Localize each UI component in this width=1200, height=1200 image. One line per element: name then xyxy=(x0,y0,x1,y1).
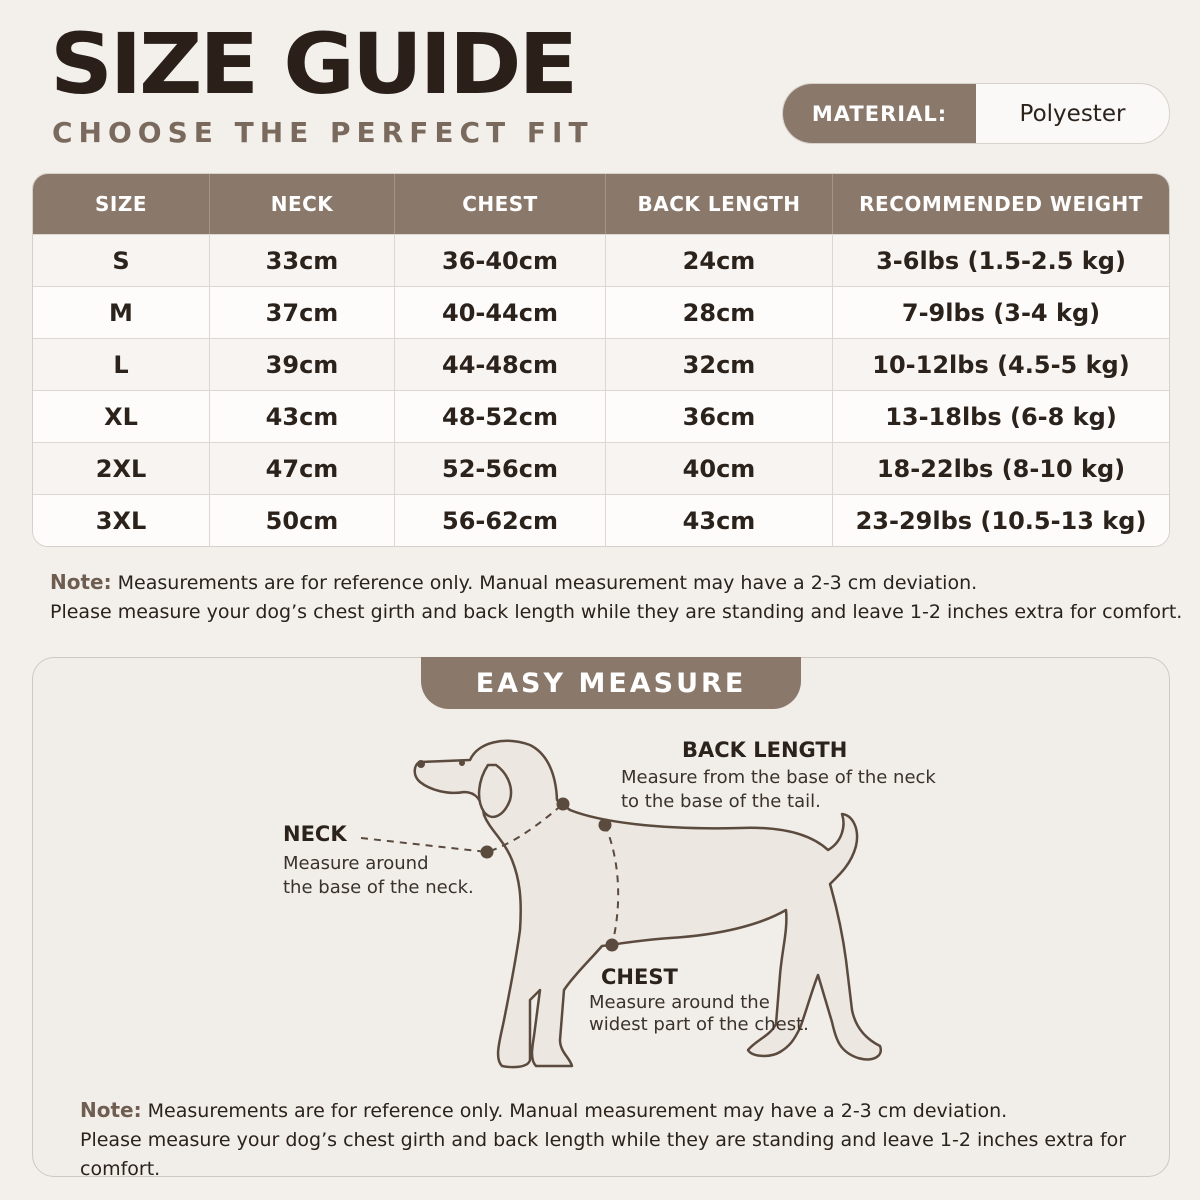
note-line-2: Please measure your dog’s chest girth and back length while they are standing and leave 1-2 inches extra for comfort. xyxy=(50,601,1183,623)
chest-heading: CHEST xyxy=(601,965,678,989)
cell-chest: 56-62cm xyxy=(395,495,606,546)
dog-eye xyxy=(459,760,465,766)
cell-back-length: 40cm xyxy=(606,443,833,494)
cell-back-length: 43cm xyxy=(606,495,833,546)
cell-weight: 13-18lbs (6-8 kg) xyxy=(885,402,1117,431)
cell-size: M xyxy=(33,287,210,338)
note-line-1: Measurements are for reference only. Manual measurement may have a 2-3 cm deviation. xyxy=(147,1100,1008,1122)
neck-desc-2: the base of the neck. xyxy=(283,877,474,898)
neck-desc-1: Measure around xyxy=(283,853,429,874)
cell-weight: 3-6lbs (1.5-2.5 kg) xyxy=(876,246,1126,275)
cell-weight: 10-12lbs (4.5-5 kg) xyxy=(872,350,1130,379)
header-neck: NECK xyxy=(210,174,395,234)
neck-heading: NECK xyxy=(283,822,347,846)
cell-size: L xyxy=(33,339,210,390)
chest-desc-2: widest part of the chest. xyxy=(589,1014,809,1035)
cell-neck: 33cm xyxy=(210,235,395,286)
cell-back-length: 24cm xyxy=(606,235,833,286)
back-length-desc-1: Measure from the base of the neck xyxy=(621,767,936,788)
back-length-heading: BACK LENGTH xyxy=(682,738,848,762)
chest-desc-1: Measure around the xyxy=(589,992,770,1013)
easy-measure-title: EASY MEASURE xyxy=(421,657,801,709)
note-label: Note: xyxy=(50,570,112,594)
cell-neck: 39cm xyxy=(210,339,395,390)
header-chest: CHEST xyxy=(395,174,606,234)
note-line-2: Please measure your dog’s chest girth and back length while they are standing and leave 1-2 inches extra for comfort. xyxy=(80,1129,1127,1180)
cell-chest: 40-44cm xyxy=(395,287,606,338)
cell-size: S xyxy=(33,235,210,286)
cell-size: 2XL xyxy=(33,443,210,494)
note-label: Note: xyxy=(80,1098,142,1122)
cell-back-length: 32cm xyxy=(606,339,833,390)
cell-back-length: 28cm xyxy=(606,287,833,338)
material-value: Polyester xyxy=(1019,100,1126,127)
header-recommended-weight: RECOMMENDED WEIGHT xyxy=(859,192,1143,216)
page-title: SIZE GUIDE xyxy=(50,15,576,113)
cell-weight: 7-9lbs (3-4 kg) xyxy=(901,298,1101,327)
measure-note xyxy=(80,1096,1200,1184)
dog-nose xyxy=(417,760,425,768)
cell-chest: 44-48cm xyxy=(395,339,606,390)
back-length-desc-2: to the base of the tail. xyxy=(621,791,821,812)
page-subtitle: CHOOSE THE PERFECT FIT xyxy=(52,116,594,149)
cell-chest: 48-52cm xyxy=(395,391,606,442)
cell-size: XL xyxy=(33,391,210,442)
cell-weight: 23-29lbs (10.5-13 kg) xyxy=(855,506,1147,535)
header-back-length: BACK LENGTH xyxy=(606,174,833,234)
cell-size: 3XL xyxy=(33,495,210,546)
cell-neck: 43cm xyxy=(210,391,395,442)
note-line-1: Measurements are for reference only. Manual measurement may have a 2-3 cm deviation. xyxy=(117,572,978,594)
cell-chest: 36-40cm xyxy=(395,235,606,286)
cell-chest: 52-56cm xyxy=(395,443,606,494)
cell-neck: 50cm xyxy=(210,495,395,546)
material-label: MATERIAL: xyxy=(783,84,976,143)
cell-neck: 37cm xyxy=(210,287,395,338)
cell-neck: 47cm xyxy=(210,443,395,494)
header-size: SIZE xyxy=(33,174,210,234)
cell-back-length: 36cm xyxy=(606,391,833,442)
cell-weight: 18-22lbs (8-10 kg) xyxy=(876,454,1126,483)
